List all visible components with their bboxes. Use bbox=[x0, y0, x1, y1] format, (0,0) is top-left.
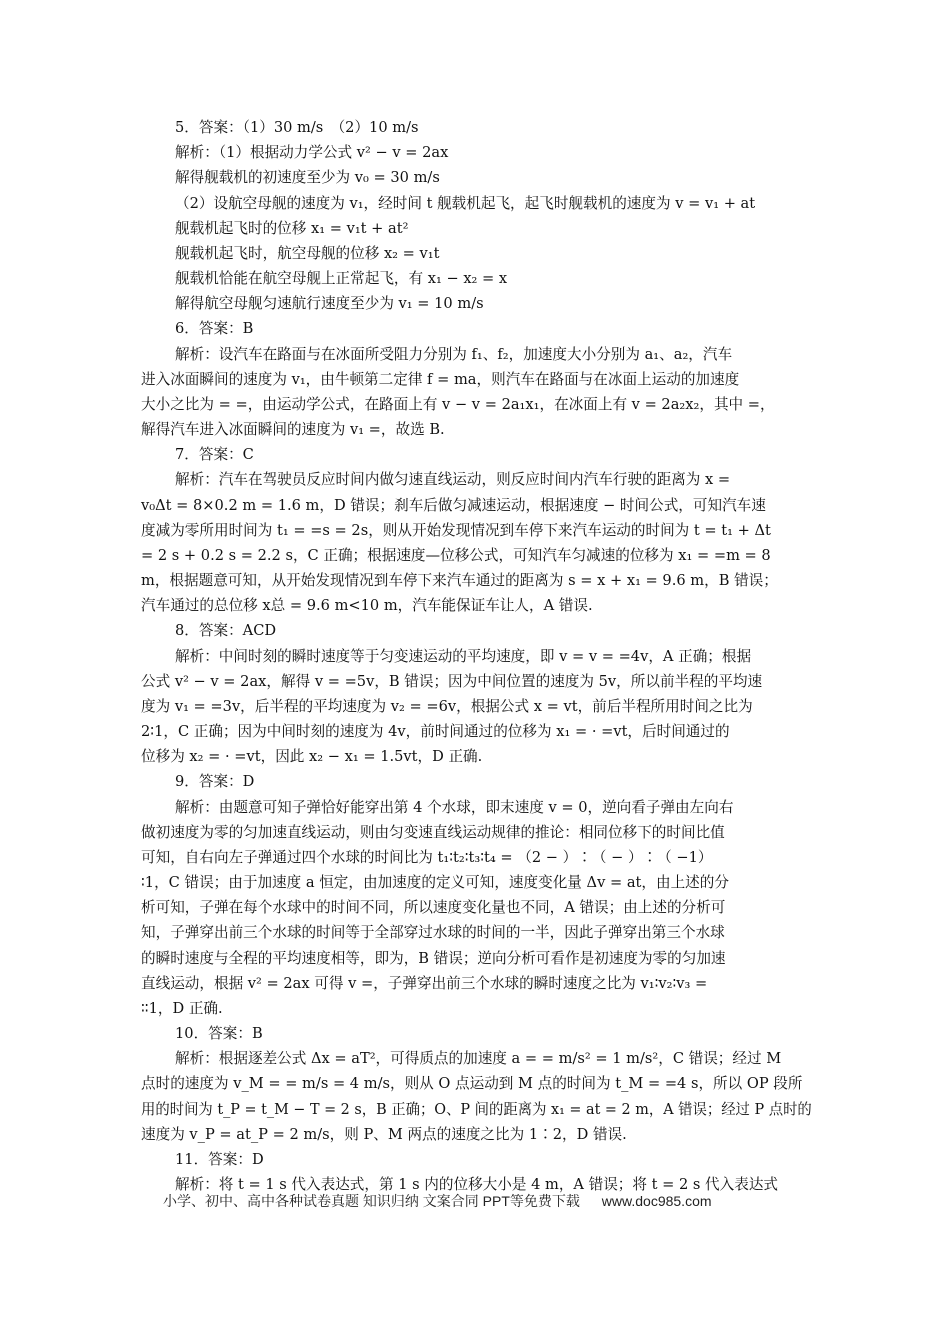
q5-analysis-line: 舰载机恰能在航空母舰上正常起飞，有 x₁ − x₂ = x bbox=[175, 270, 508, 287]
footer-text: 小学、初中、高中各种试卷真题 知识归纳 文案合同 PPT等免费下载 bbox=[163, 1193, 580, 1209]
q8-analysis-line: 公式 v² − v = 2ax，解得 v = =5v，B 错误；因为中间位置的速度为 5v，所以前半程的平均速 bbox=[141, 673, 763, 690]
q9-analysis-line: 直线运动，根据 v² = 2ax 可得 v =，子弹穿出前三个水球的瞬时速度之比为 v₁∶v₂∶v₃ = bbox=[141, 975, 708, 992]
q5-analysis-line: 舰载机起飞时，航空母舰的位移 x₂ = v₁t bbox=[175, 245, 440, 262]
q5-analysis-line: （2）设航空母舰的速度为 v₁，经时间 t 舰载机起飞，起飞时舰载机的速度为 v = v₁ + at bbox=[175, 195, 756, 212]
q9-analysis-line: ∶∶1，D 正确. bbox=[141, 1000, 223, 1017]
q7-answer: 7．答案：C bbox=[175, 446, 254, 463]
footer-url: www.doc985.com bbox=[601, 1193, 712, 1209]
q10-analysis-line: 解析：根据逐差公式 Δx = aT²，可得质点的加速度 a = = m/s² = 1 m/s²，C 错误；经过 M bbox=[175, 1050, 782, 1067]
q9-analysis-line: 解析：由题意可知子弹恰好能穿出第 4 个水球，即末速度 v = 0，逆向看子弹由左向右 bbox=[175, 799, 734, 816]
q11-answer: 11．答案：D bbox=[175, 1151, 264, 1168]
q10-answer: 10．答案：B bbox=[175, 1025, 263, 1042]
q8-analysis-line: 度为 v₁ = =3v，后半程的平均速度为 v₂ = =6v，根据公式 x = vt，前后半程所用时间之比为 bbox=[141, 698, 753, 715]
q7-analysis-line: 汽车通过的总位移 x总 = 9.6 m<10 m，汽车能保证车让人，A 错误. bbox=[141, 597, 593, 614]
q7-analysis-line: m，根据题意可知，从开始发现情况到车停下来汽车通过的距离为 s = x + x₁ = 9.6 m，B 错误； bbox=[141, 572, 778, 589]
q9-analysis-line: 的瞬时速度与全程的平均速度相等，即为，B 错误；逆向分析可看作是初速度为零的匀加速 bbox=[141, 950, 726, 967]
q11-analysis-line: 解析：将 t = 1 s 代入表达式，第 1 s 内的位移大小是 4 m，A 错误；将 t = 2 s 代入表达式 bbox=[175, 1176, 779, 1193]
q9-analysis-line: 析可知，子弹在每个水球中的时间不同，所以速度变化量也不同，A 错误；由上述的分析可 bbox=[141, 899, 726, 916]
q8-analysis-line: 解析：中间时刻的瞬时速度等于匀变速运动的平均速度，即 v = v = =4v，A 正确；根据 bbox=[175, 648, 752, 665]
q8-answer: 8．答案：ACD bbox=[175, 622, 277, 639]
page-footer bbox=[163, 1191, 712, 1211]
q6-analysis-line: 大小之比为 = =，由运动学公式，在路面上有 v − v = 2a₁x₁，在冰面上有 v = 2a₂x₂，其中 =， bbox=[141, 396, 775, 413]
q7-analysis-line: v₀Δt = 8×0.2 m = 1.6 m，D 错误；刹车后做匀减速运动，根据速度 − 时间公式，可知汽车速 bbox=[141, 497, 766, 514]
q6-analysis-line: 解析：设汽车在路面与在冰面所受阻力分别为 f₁、f₂，加速度大小分别为 a₁、a₂，汽车 bbox=[175, 346, 733, 363]
q10-analysis-line: 速度为 v_P = at_P = 2 m/s，则 P、M 两点的速度之比为 1∶2，D 错误. bbox=[141, 1126, 627, 1143]
q10-analysis-line: 用的时间为 t_P = t_M − T = 2 s，B 正确；O、P 间的距离为 x₁ = at = 2 m，A 错误；经过 P 点时的 bbox=[141, 1101, 812, 1118]
q6-analysis-line: 解得汽车进入冰面瞬间的速度为 v₁ =，故选 B. bbox=[141, 421, 445, 438]
q5-analysis-line: 舰载机起飞时的位移 x₁ = v₁t + at² bbox=[175, 220, 409, 237]
q5-analysis-line: 解得舰载机的初速度至少为 v₀ = 30 m/s bbox=[175, 169, 440, 186]
q8-analysis-line: 2∶1，C 正确；因为中间时刻的速度为 4v，前时间通过的位移为 x₁ = · =vt，后时间通过的 bbox=[141, 723, 730, 740]
q7-analysis-line: 解析：汽车在驾驶员反应时间内做匀速直线运动，则反应时间内汽车行驶的距离为 x = bbox=[175, 471, 731, 488]
q5-analysis-line: 解析：（1）根据动力学公式 v² − v = 2ax bbox=[175, 144, 449, 161]
q9-analysis-line: ∶1，C 错误；由于加速度 a 恒定，由加速度的定义可知，速度变化量 Δv = at，由上述的分 bbox=[141, 874, 729, 891]
q9-analysis-line: 知，子弹穿出前三个水球的时间等于全部穿过水球的时间的一半，因此子弹穿出第三个水球 bbox=[141, 924, 725, 941]
q7-analysis-line: 度减为零所用时间为 t₁ = =s = 2s，则从开始发现情况到车停下来汽车运动的时间为 t = t₁ + Δt bbox=[141, 522, 771, 539]
q8-analysis-line: 位移为 x₂ = · =vt，因此 x₂ − x₁ = 1.5vt，D 正确. bbox=[141, 748, 483, 765]
q9-answer: 9．答案：D bbox=[175, 773, 255, 790]
q9-analysis-line: 做初速度为零的匀加速直线运动，则由匀变速直线运动规律的推论：相同位移下的时间比值 bbox=[141, 824, 725, 841]
q7-analysis-line: = 2 s + 0.2 s = 2.2 s，C 正确；根据速度—位移公式，可知汽车匀减速的位移为 x₁ = =m = 8 bbox=[141, 547, 771, 564]
q6-analysis-line: 进入冰面瞬间的速度为 v₁，由牛顿第二定律 f = ma，则汽车在路面与在冰面上运动的加速度 bbox=[141, 371, 740, 388]
q6-answer: 6．答案：B bbox=[175, 320, 254, 337]
q10-analysis-line: 点时的速度为 v_M = = m/s = 4 m/s，则从 O 点运动到 M 点的时间为 t_M = =4 s，所以 OP 段所 bbox=[141, 1075, 803, 1092]
q5-answer: 5．答案：（1）30 m/s （2）10 m/s bbox=[175, 119, 419, 136]
q5-analysis-line: 解得航空母舰匀速航行速度至少为 v₁ = 10 m/s bbox=[175, 295, 484, 312]
q9-analysis-line: 可知，自右向左子弹通过四个水球的时间比为 t₁∶t₂∶t₃∶t₄ = （2 − ）∶（ − ）∶（ −1） bbox=[141, 849, 713, 866]
